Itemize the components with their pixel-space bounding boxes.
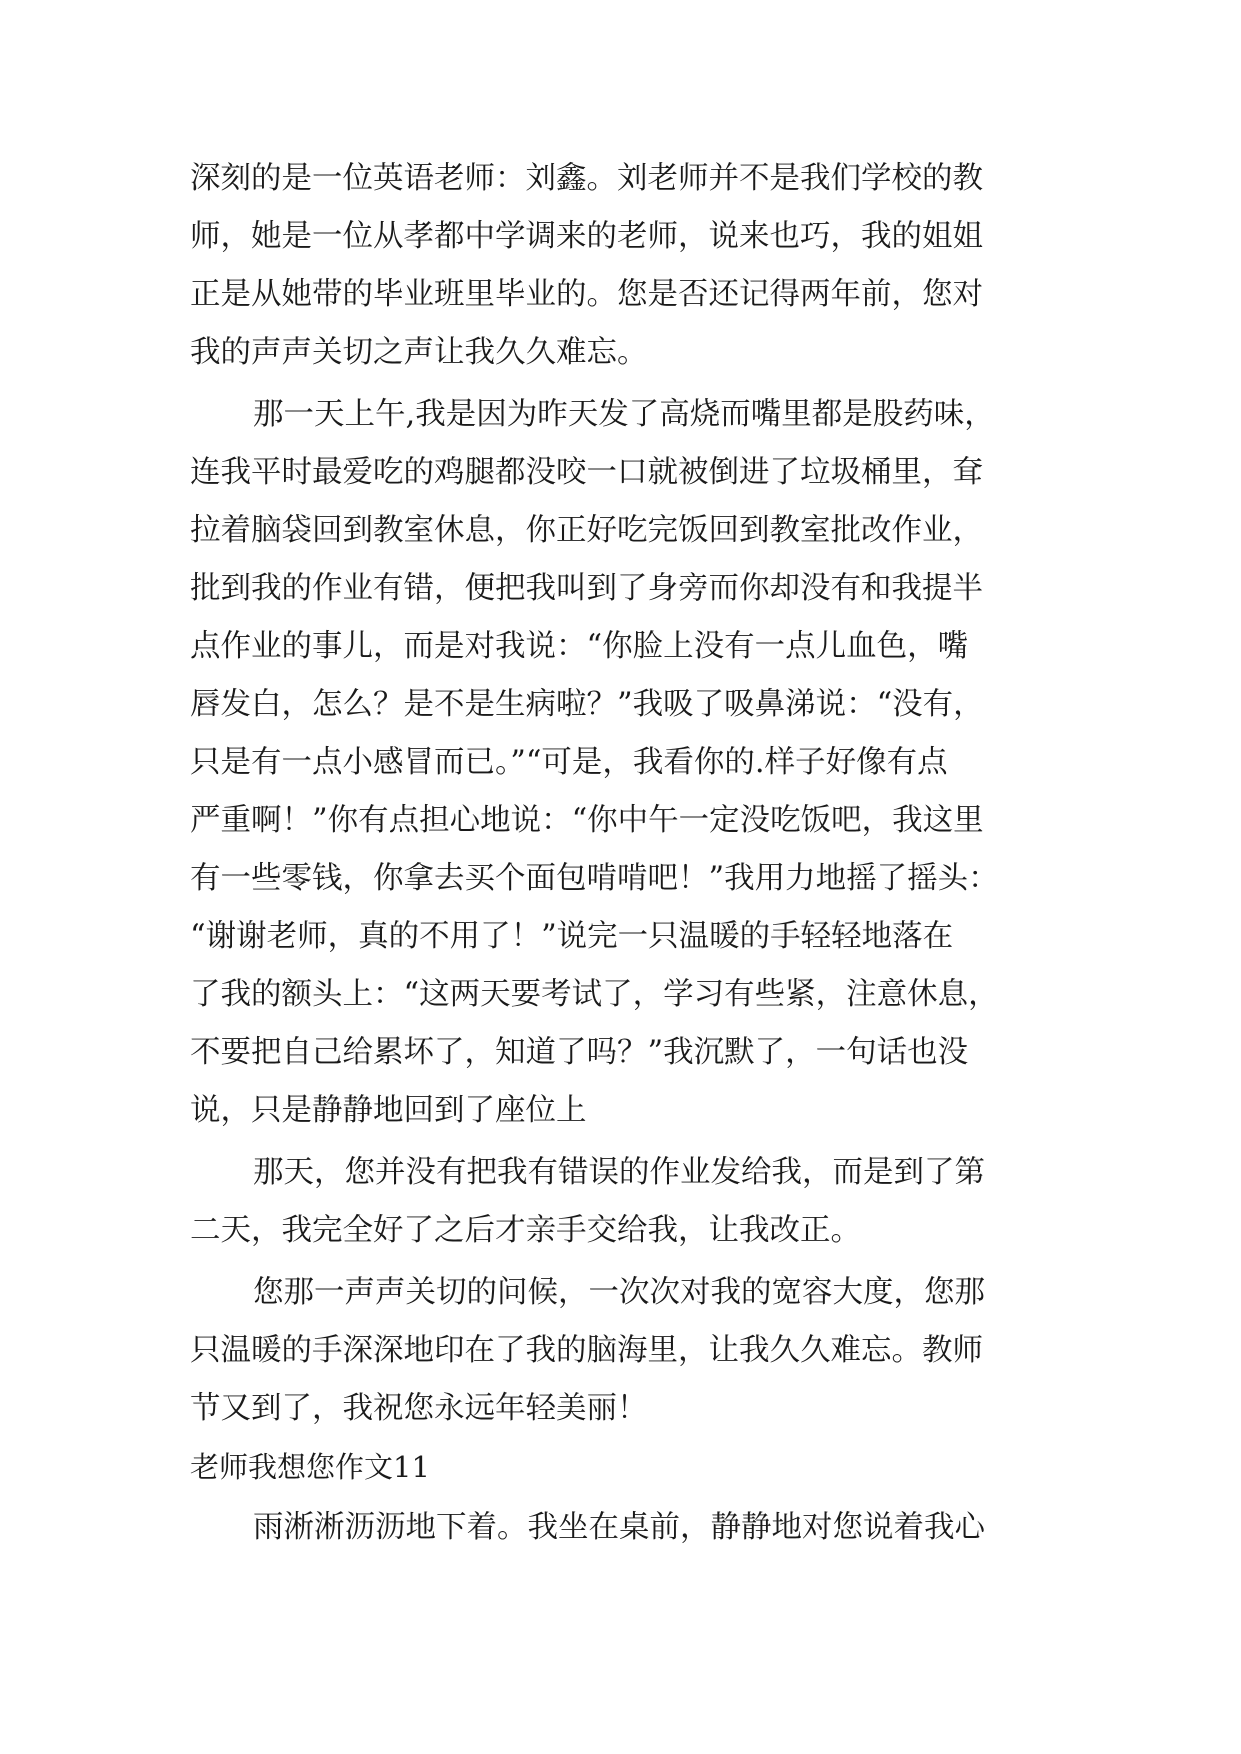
text-line: 不要把自己给累坏了，知道了吗？”我沉默了，一句话也没 [190,1035,969,1070]
text-line: 只是有一点小感冒而已。”“可是，我看你的.样子好像有点 [190,745,948,780]
text-line: 了我的额头上：“这两天要考试了，学习有些紧，注意休息， [190,977,999,1012]
text-line: 只温暖的手深深地印在了我的脑海里，让我久久难忘。教师 [190,1333,983,1368]
text-line: 有一些零钱，你拿去买个面包啃啃吧！”我用力地摇了摇头： [190,861,999,896]
text-line: “谢谢老师，真的不用了！”说完一只温暖的手轻轻地落在 [190,919,954,954]
text-line: 连我平时最爱吃的鸡腿都没咬一口就被倒进了垃圾桶里，耷 [190,455,983,490]
paragraph-first-line: 雨淅淅沥沥地下着。我坐在桌前，静静地对您说着我心 [253,1510,985,1545]
text-line: 深刻的是一位英语老师：刘鑫。刘老师并不是我们学校的教 [190,161,983,196]
text-line: 点作业的事儿，而是对我说：“你脸上没有一点儿血色，嘴 [190,629,969,664]
text-line: 我的声声关切之声让我久久难忘。 [190,335,648,370]
paragraph-first-line: 您那一声声关切的问候，一次次对我的宽容大度，您那 [253,1275,985,1310]
paragraph-first-line: 那天，您并没有把我有错误的作业发给我，而是到了第 [253,1155,985,1190]
text-line: 师，她是一位从孝都中学调来的老师，说来也巧，我的姐姐 [190,219,983,254]
text-line: 二天，我完全好了之后才亲手交给我，让我改正。 [190,1213,861,1248]
text-line: 严重啊！”你有点担心地说：“你中午一定没吃饭吧，我这里 [190,803,984,838]
text-line: 拉着脑袋回到教室休息，你正好吃完饭回到教室批改作业， [190,513,983,548]
paragraph-first-line: 那一天上午,我是因为昨天发了高烧而嘴里都是股药味， [253,397,995,432]
text-line: 正是从她带的毕业班里毕业的。您是否还记得两年前，您对 [190,277,983,312]
section-heading: 老师我想您作文11 [190,1450,430,1484]
text-line: 说，只是静静地回到了座位上 [190,1093,587,1128]
text-line: 节又到了，我祝您永远年轻美丽！ [190,1391,648,1426]
text-line: 批到我的作业有错，便把我叫到了身旁而你却没有和我提半 [190,571,983,606]
text-line: 唇发白，怎么？是不是生病啦？”我吸了吸鼻涕说：“没有， [190,687,984,722]
